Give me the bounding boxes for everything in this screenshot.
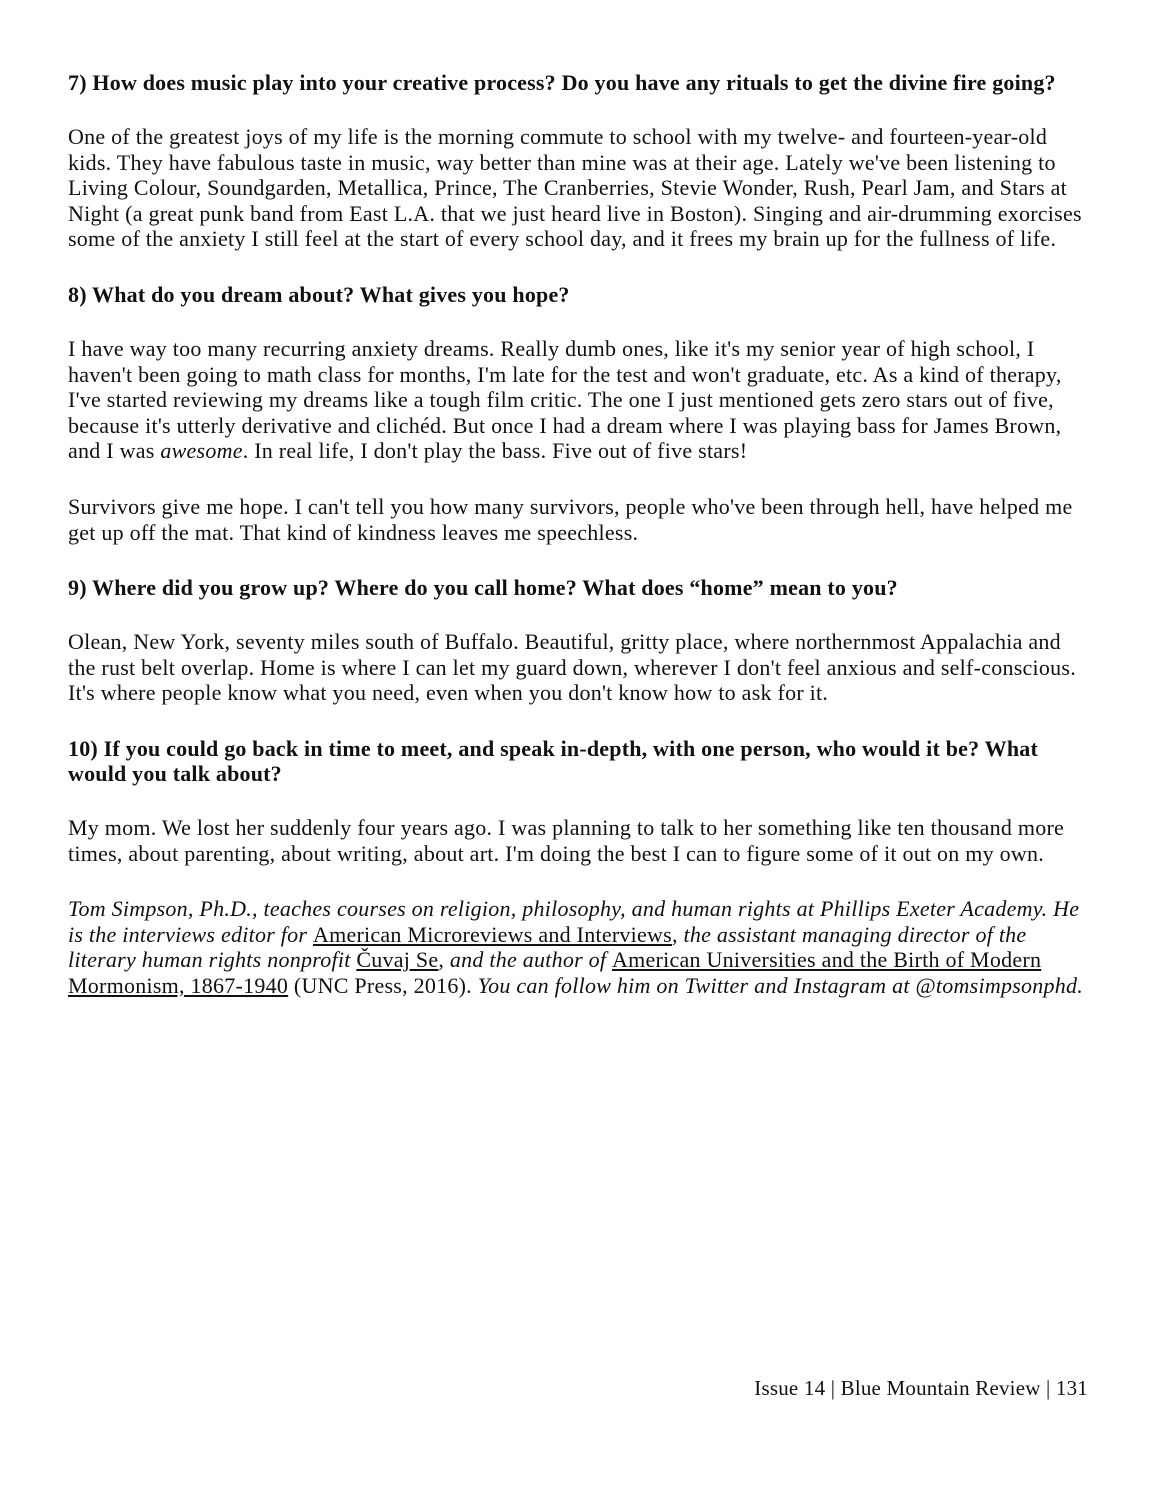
link-book-title[interactable]: American Universities and the Birth of Modern Mormonism, 1867-1940 xyxy=(68,947,1042,998)
author-bio xyxy=(68,896,1092,998)
answer-7-paragraph: One of the greatest joys of my life is the morning commute to school with my twelve- and fourteen-year-old kids. They have fabulous taste in music, way better than mine was at their age. Lately we've been listening to Living Colour, Soundgarden, Metallica, Prince, The Cranberries, Stevie Wonder, Rush, Pearl Jam, and Stars at Night (a great punk band from East L.A. that we just heard live in Boston). Singing and air-drumming exorcises some of the anxiety I still feel at the start of every school day, and it frees my brain up for the fullness of life. xyxy=(68,124,1082,252)
answer-9-paragraph: Olean, New York, seventy miles south of Buffalo. Beautiful, gritty place, where northernmost Appalachia and the rust belt overlap. Home is where I can let my guard down, wherever I don't feel anxious and self-conscious. It's where people know what you need, even when you don't know how to ask for it. xyxy=(68,629,1076,706)
article-body xyxy=(68,70,1092,1028)
bio-text: Tom Simpson, Ph.D., teaches courses on religion, philosophy, and human rights at Phillips Exeter Academy. He is the interviews editor for xyxy=(68,896,1080,947)
bio-text: You can follow him on Twitter and Instagram at @tomsimpsonphd. xyxy=(477,972,1084,998)
link-cuvaj-se[interactable]: Čuvaj Se xyxy=(356,947,439,973)
page-footer: Issue 14 | Blue Mountain Review | 131 xyxy=(754,1376,1088,1400)
text: I have way too many recurring anxiety dreams. Really dumb ones, like it's my senior year of high school, I haven't been going to math class for months, I'm late for the test and won't graduate, etc. As a kind of therapy, I've started reviewing my dreams like a tough film critic. The one I just mentioned gets zero stars out of five, because it's utterly derivative and clichéd. But once I had a dream where I was playing bass for James Brown, and I was xyxy=(68,335,1062,464)
link-american-microreviews[interactable]: American Microreviews and Interviews xyxy=(312,921,672,947)
emphasis: awesome xyxy=(160,438,243,464)
bio-text: (UNC Press, 2016). xyxy=(288,972,478,998)
question-8-heading: 8) What do you dream about? What gives you hope? xyxy=(68,281,570,307)
bio-text: , and the author of xyxy=(438,947,613,973)
question-7-heading: 7) How does music play into your creative process? Do you have any rituals to get the divine fire going? xyxy=(68,70,1056,95)
bio-text: , the assistant managing director of the literary human rights nonprofit xyxy=(68,921,1027,973)
answer-8-paragraph-1 xyxy=(68,336,1092,464)
question-9-heading: 9) Where did you grow up? Where do you call home? What does “home” mean to you? xyxy=(68,575,898,601)
text: . In real life, I don't play the bass. Five out of five stars! xyxy=(242,438,748,464)
answer-10-paragraph: My mom. We lost her suddenly four years ago. I was planning to talk to her something like ten thousand more times, about parenting, about writing, about art. I'm doing the best I can to figure some of it out on my own. xyxy=(68,814,1065,866)
question-10-heading: 10) If you could go back in time to meet, and speak in-depth, with one person, who would it be? What would you talk about? xyxy=(68,735,1038,786)
answer-8-paragraph-2: Survivors give me hope. I can't tell you how many survivors, people who've been through hell, have helped me get up off the mat. That kind of kindness leaves me speechless. xyxy=(68,493,1073,545)
